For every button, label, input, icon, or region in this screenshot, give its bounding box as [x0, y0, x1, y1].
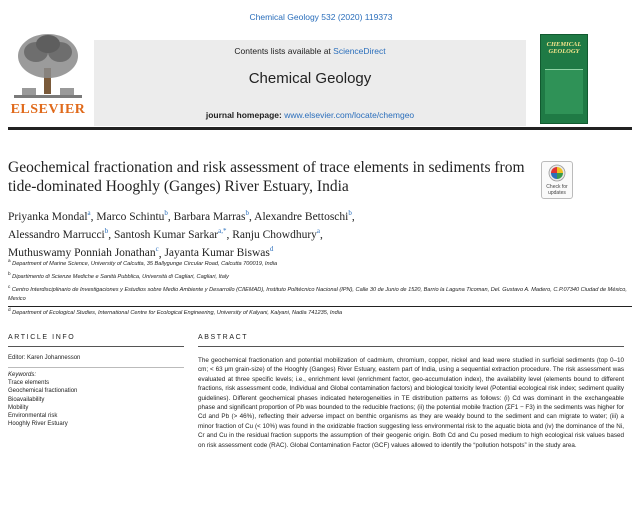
sciencedirect-link[interactable]: ScienceDirect	[333, 46, 386, 56]
journal-citation[interactable]: Chemical Geology 532 (2020) 119373	[249, 12, 393, 22]
affiliation-marker[interactable]: a	[316, 227, 321, 236]
affiliation-marker[interactable]: a,*	[218, 227, 227, 236]
author[interactable]: Muthuswamy Ponniah Jonathan$^c$	[8, 245, 159, 260]
article-title: Geochemical fractionation and risk assessment of trace elements in sediments from tide-dominated Hooghly (Ganges) River Estuary, India	[8, 159, 525, 195]
cover-title: CHEMICAL GEOLOGY	[546, 41, 582, 55]
author-list: Priyanka Mondal$^a$, Marco Schintu$^b$, Barbara Marras$^b$, Alexandre Bettoschi$^b$, Alessandro Marrucci$^b$, Santosh Kumar Sarkar$^{a,*}$, Ranju Chowdhury$^a$, Muthuswamy Ponniah Jonathan$^c$, Jayanta Kumar Biswas$^d$	[8, 209, 355, 260]
keyword-item: Mobility	[8, 404, 29, 411]
author[interactable]: Marco Schintu$^b$	[96, 209, 168, 223]
affiliation: $^c$ Centro Interdisciplinario de Investigaciones y Estudios sobre Medio Ambiente y Desarrollo (CIIEMAD), Instituto Politécnico Nacional (IPN), Calle 30 de Junio de 1520, Barrio la Laguna Ticoman, Del. Gustavo A. Madero, C.P.07340 Ciudad de México, Mexico	[8, 284, 627, 303]
elsevier-logo	[8, 32, 88, 126]
affiliation: $^a$ Department of Marine Science, University of Calcutta, 35 Ballygunge Circular Road, Calcutta 700019, India	[8, 258, 278, 267]
affiliation: $^d$ Department of Ecological Studies, International Centre for Ecological Engineering, University of Kalyani, Kalyani, Nadia 741235, India	[8, 306, 343, 316]
author[interactable]: Alessandro Marrucci$^b$	[8, 227, 109, 242]
keywords-list	[8, 379, 184, 428]
contents-prefix: Contents lists available at	[234, 46, 334, 56]
article-info-heading: ARTICLE INFO	[8, 334, 76, 341]
check-for-updates-badge[interactable]	[541, 161, 573, 199]
author[interactable]: Jayanta Kumar Biswas$^d$	[164, 245, 274, 260]
affiliation-marker[interactable]: d	[269, 245, 274, 254]
keyword-item: Bioavailability	[8, 396, 45, 403]
editor-divider	[8, 367, 184, 368]
journal-title: Chemical Geology	[248, 70, 372, 87]
contents-line	[94, 46, 526, 56]
keywords-heading: Keywords:	[8, 372, 37, 378]
affiliation-marker[interactable]: b	[245, 209, 250, 217]
journal-cover-thumbnail[interactable]	[540, 34, 588, 124]
author[interactable]: Santosh Kumar Sarkar$^{a,*}$	[114, 227, 227, 242]
header-divider	[8, 127, 632, 130]
keyword-item: Trace elements	[8, 380, 50, 387]
author[interactable]: Barbara Marras$^b$	[173, 209, 250, 223]
affiliation-list	[8, 256, 628, 318]
author[interactable]: Priyanka Mondal$^a$	[8, 209, 91, 223]
homepage-link[interactable]: www.elsevier.com/locate/chemgeo	[284, 110, 415, 120]
tree-icon	[8, 32, 88, 102]
keywords-block	[8, 371, 184, 428]
abstract-heading: ABSTRACT	[198, 334, 249, 341]
affiliation-marker[interactable]: b	[348, 209, 352, 217]
author[interactable]: Ranju Chowdhury$^a$	[232, 227, 321, 242]
article-info-rule	[8, 346, 184, 347]
affiliation-marker[interactable]: c	[155, 245, 159, 254]
homepage-line	[94, 110, 526, 120]
publisher-name: ELSEVIER	[10, 102, 86, 117]
abstract-rule	[198, 346, 624, 347]
cover-image-band	[545, 69, 583, 114]
homepage-label: journal homepage:	[205, 110, 285, 120]
author[interactable]: Alexandre Bettoschi$^b$	[254, 209, 352, 223]
keyword-item: Hooghly River Estuary	[8, 421, 68, 428]
section-divider	[8, 306, 632, 307]
affiliation: $^b$ Dipartimento di Scienze Mediche e Sanità Pubblica, Università di Cagliari, Cagliari, Italy	[8, 271, 229, 281]
editor-line: Editor: Karen Johannesson	[8, 355, 81, 361]
affiliation-marker[interactable]: a	[87, 209, 91, 217]
affiliation-marker[interactable]: b	[104, 227, 109, 236]
crossmark-label: Check for updates	[546, 184, 568, 196]
keyword-item: Environmental risk	[8, 413, 58, 420]
journal-header	[8, 32, 632, 126]
affiliation-marker[interactable]: b	[164, 209, 168, 217]
abstract-text: The geochemical fractionation and potential mobilization of cadmium, chromium, copper, nickel and lead were studied in surficial sediments (top 0–10 cm; < 63 μm grain-size) of the Hooghly (Ganges) River Estuary, eastern part of India, using a sequential extraction procedure. The risk assessment was evaluated at three specific levels; i.e., enrichment level (enrichment factor, geo-accumulation index), the availability level (elements bound to different fractions, risk assessment code, Individual and Global contamination factors) and biological toxicity level (Potential ecological risk index; sediment quality guidelines). Different geochemical phases indicated heterogeneities in TE distribution patterns as follows: (i) Cd was dominant in the exchangeable phase and significant proportion of Pb was bounded to the reducible fractions; (ii) the potential mobile fraction (ΣF1 − F3) in the sediments was higher for Cd and Pb (> 46%), reflecting their adverse impact on benthic organisms as they are weakly bound to the sediment and can migrate to water; (iii) a minor fraction of Cu (< 10%) was found in the oxidizable fraction suggesting less environmental risk to the aquatic biota and (iv) the dominance of the Ni, Cr and Cu in the residual fraction supports the assumption of their geogenic origin. Both Cd and Cu posed medium to high ecological risk values based on risk assessment code (RAC). Global Contamination Factor (GCF) values allowed to identify the “pollution hotspots” in the study area.	[198, 357, 624, 449]
keyword-item: Geochemical fractionation	[8, 388, 78, 395]
crossmark-icon	[542, 162, 572, 184]
journal-banner	[94, 40, 526, 126]
